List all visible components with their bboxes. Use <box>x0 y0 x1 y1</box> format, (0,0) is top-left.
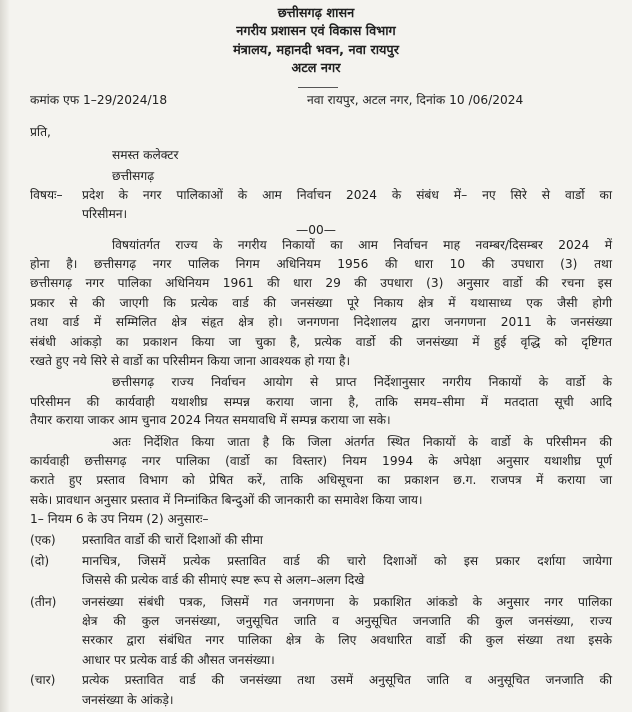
item-line: प्रत्येक प्रस्तावित वार्ड की जनसंख्या तथा उसमें अनुसूचित जाति व अनुसूचित जनजाति की <box>82 673 612 688</box>
subject-line-2: परिसीमन। <box>82 206 128 221</box>
para1-line: संबंधी आंकड़ो का प्रकाशन किया जा चुका है, प्रत्येक वार्डो की जनसंख्या में हुई वृद्धि को दृष्टिगत <box>30 334 612 349</box>
header-city: अटल नगर <box>291 61 341 77</box>
item-line: आधार पर प्रत्येक वार्ड की औसत जनसंख्या। <box>82 652 275 667</box>
header-department: नगरीय प्रशासन एवं विकास विभाग <box>236 24 396 40</box>
item-label: (चार) <box>30 673 56 688</box>
item-line: मानचित्र, जिसमें प्रत्येक प्रस्तावित वार्ड की चारो दिशाओं को इस प्रकार दर्शाया जायेगा <box>82 553 612 568</box>
para2-line: तैयार कराया जाकर आम चुनाव 2024 नियत समयावधि में सम्पन्न कराया जा सके। <box>30 413 391 428</box>
item-line: जिससे की प्रत्येक वार्ड की सीमाएं स्पष्ट रूप से अलग–अलग दिखे <box>82 573 365 588</box>
para1-line: छत्तीसगढ़ नगर पालिका अधिनियम 1961 की धारा 29 की उपधारा (3) अनुसार वार्डो की रचना इस <box>30 276 612 291</box>
para2-line: छत्तीसगढ़ राज्य निर्वाचन आयोग से प्राप्त निर्देशानुसार नगरीय निकायों के वार्डो के <box>112 375 612 390</box>
item-line: जनसंख्या के आंकड़े। <box>82 693 174 707</box>
para1-line: विषयांतर्गत राज्य के नगरीय निकायों का आम निर्वाचन माह नवम्बर/दिसम्बर 2024 में <box>112 237 612 252</box>
para3-line: सके। प्रावधान अनुसार प्रस्ताव में निम्नांकित बिन्दुओं की जानकारी का समावेश किया जाय। <box>30 492 423 507</box>
para3-line: अतः निर्देशित किया जाता है कि जिला अंतर्गत स्थित निकायों के वार्डो के परिसीमन की <box>112 434 612 449</box>
para3-line: कार्यवाही छत्तीसगढ़ नगर पालिका (वार्डो का विस्तार) नियम 1994 के अपेक्षा अनुसार यथाशीघ्र पूर्ण <box>30 453 612 468</box>
header-government: छत्तीसगढ़ शासन <box>277 5 355 21</box>
item-label: (दो) <box>30 553 50 568</box>
scan-shadow <box>0 0 10 712</box>
item-line: सरकार द्वारा संबंधित नगर पालिका क्षेत्र के लिए अवधारित वार्डो की कुल संख्या तथा इसके <box>82 633 612 648</box>
separator: —00— <box>296 223 336 238</box>
para1-line: होना है। छत्तीसगढ़ नगर पालिक निगम अधिनियम 1956 की धारा 10 की उपधारा (3) तथा <box>30 257 612 272</box>
para1-line: प्रकार से की जाएगी कि प्रत्येक वार्ड की जनसंख्या पूरे निकाय क्षेत्र में यथासाध्य एक जैसी होगी <box>30 295 612 310</box>
subject-label: विषयः– <box>30 188 63 203</box>
para3-line: कराते हुए प्रस्ताव विभाग को प्रेषित करें, ताकि अधिसूचना का प्रकाशन छ.ग. राजपत्र में कराया जा <box>30 473 612 488</box>
place-date: नवा रायपुर, अटल नगर, दिनांक 10 /06/2024 <box>307 93 524 108</box>
date-mark <box>298 87 338 88</box>
rule-heading: 1– नियम 6 के उप नियम (2) अनुसारः– <box>30 512 209 527</box>
item-label: (एक) <box>30 532 56 547</box>
para1-line: रखते हुए नये सिरे से वार्डो का परिसीमन किया जाना आवश्यक हो गया है। <box>30 354 351 369</box>
prati: प्रति, <box>30 125 51 140</box>
item-line: प्रस्तावित वार्डो की चारों दिशाओं की सीमा <box>82 532 263 547</box>
header-address: मंत्रालय, महानदी भवन, नवा रायपुर <box>233 42 399 58</box>
item-line: क्षेत्र की कुल जनसंख्या, जनुसूचित जाति व अनुसूचित जनजाति की कुल जनसंख्या, राज्य <box>82 614 612 629</box>
subject-line-1: प्रदेश के नगर पालिकाओं के आम निर्वाचन 2024 के संबंध में– नए सिरे से वार्डो का <box>82 188 612 203</box>
item-label: (तीन) <box>30 594 57 609</box>
recipient-state: छत्तीसगढ़ <box>112 168 155 183</box>
item-line: जनसंख्या संबंधी पत्रक, जिसमें गत जनगणना के प्रकाशित आंकडो के अनुसार नगर पालिका <box>82 594 612 609</box>
para2-line: परिसीमन की कार्यवाही यथाशीघ्र सम्पन्न कराया जाना है, ताकि समय–सीमा में मतदाता सूची आदि <box>30 394 612 409</box>
para1-line: तथा वार्ड में सम्मिलित क्षेत्र संहृत क्षेत्र हो। जनगणना निदेशालय द्वारा जनगणना 2011 के जनसंख्या <box>30 315 612 330</box>
recipient: समस्त कलेक्टर <box>112 148 179 163</box>
reference-number: कमांक एफ 1–29/2024/18 <box>30 93 168 108</box>
